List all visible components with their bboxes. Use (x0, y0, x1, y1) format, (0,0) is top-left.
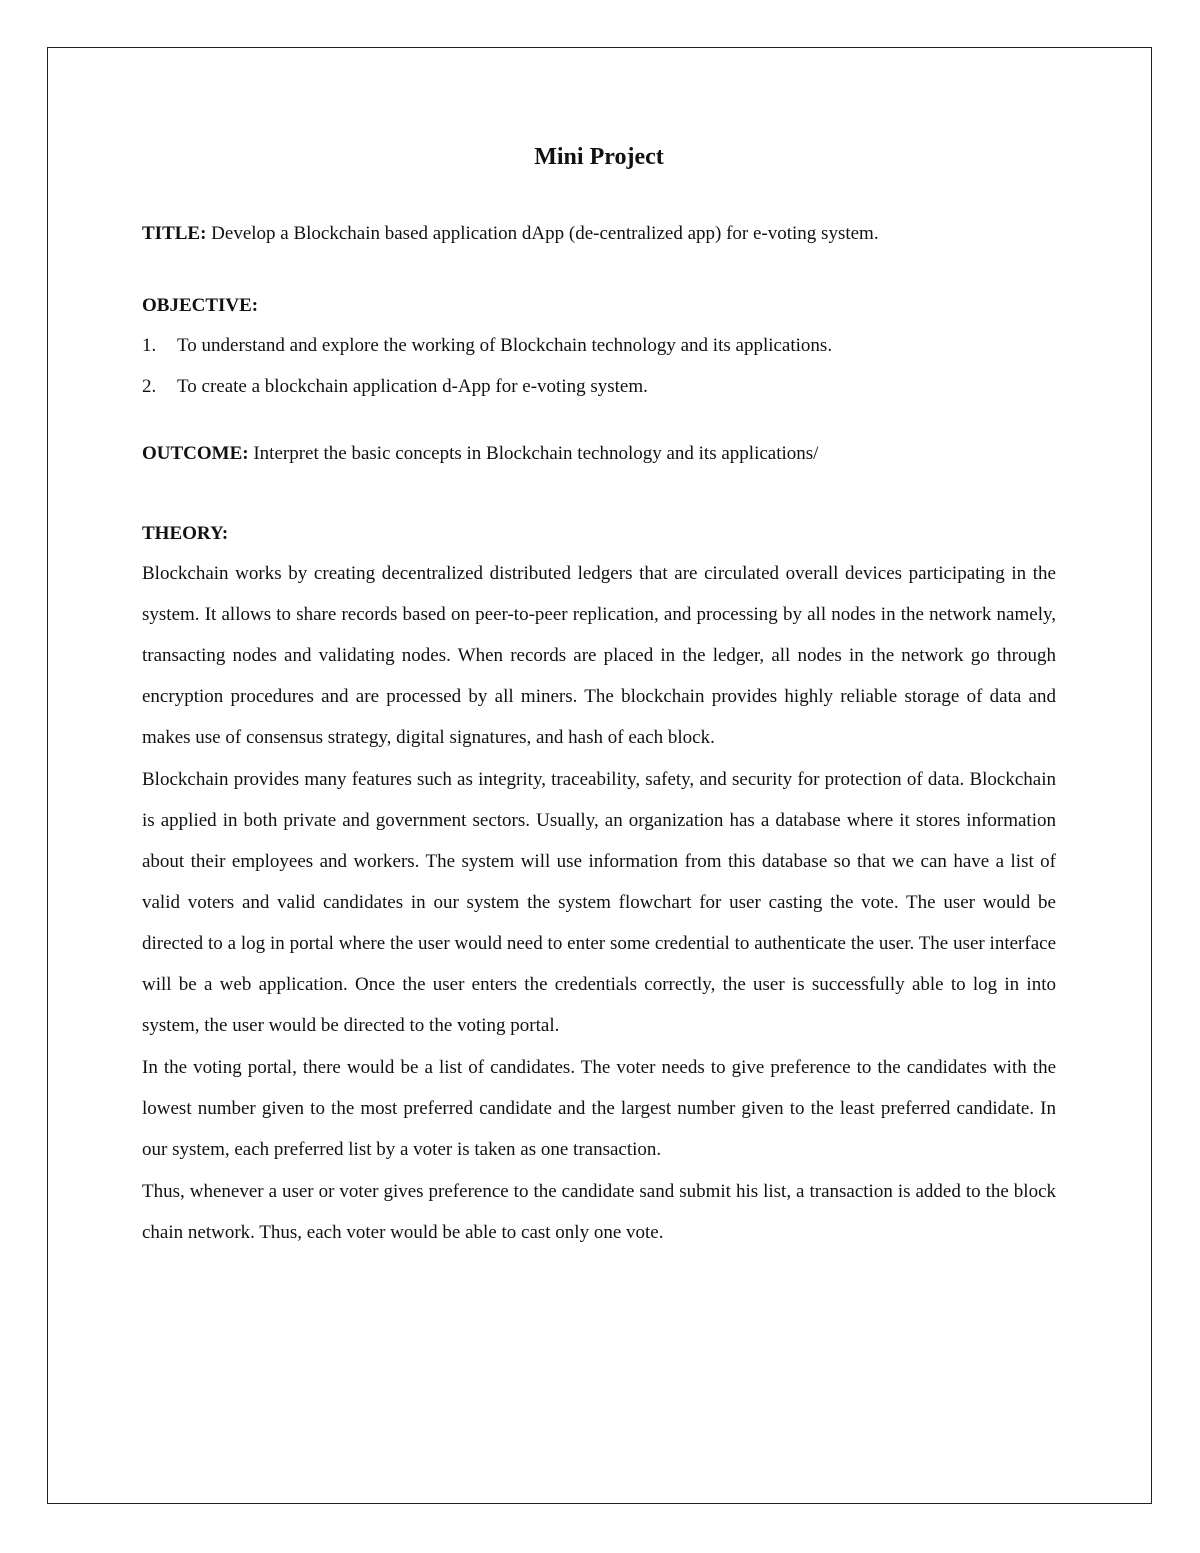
theory-paragraph: Blockchain works by creating decentralized distributed ledgers that are circulated overall devices participating in the system. It allows to share records based on peer-to-peer replication, and processing by all nodes in the network namely, transacting nodes and validating nodes. When records are placed in the ledger, all nodes in the network go through encryption procedures and are processed by all miners. The blockchain provides highly reliable storage of data and makes use of consensus strategy, digital signatures, and hash of each block. (142, 563, 1056, 748)
theory-heading: THEORY: (142, 523, 229, 544)
outcome-text: Interpret the basic concepts in Blockchain technology and its applications/ (248, 443, 819, 464)
title-line (142, 221, 1056, 247)
objective-list (142, 333, 1056, 400)
theory-paragraph: Blockchain provides many features such as integrity, traceability, safety, and security for protection of data. Blockchain is applied in both private and government sectors. Usually, an organization has a database where it stores information about their employees and workers. The system will use information from this database so that we can have a list of valid voters and valid candidates in our system the system flowchart for user casting the vote. The user would be directed to a log in portal where the user would need to enter some credential to authenticate the user. The user interface will be a web application. Once the user enters the credentials correctly, the user is successfully able to log in into system, the user would be directed to the voting portal. (142, 769, 1056, 1036)
title-label: TITLE: (142, 223, 207, 244)
outcome-label: OUTCOME: (142, 443, 249, 464)
document-heading: Mini Project (534, 144, 664, 170)
objective-number: 2. (142, 376, 157, 397)
objective-item (142, 333, 1056, 359)
title-text: Develop a Blockchain based application dApp (de-centralized app) for e-voting system. (206, 223, 879, 244)
objective-heading: OBJECTIVE: (142, 295, 259, 316)
objective-text: To create a blockchain application d-App for e-voting system. (177, 376, 648, 397)
objective-item (142, 374, 1056, 400)
theory-paragraph: In the voting portal, there would be a list of candidates. The voter needs to give preference to the candidates with the lowest number given to the most preferred candidate and the largest number given to the least preferred candidate. In our system, each preferred list by a voter is taken as one transaction. (142, 1057, 1056, 1160)
objective-number: 1. (142, 335, 157, 356)
document-body (142, 140, 1056, 1253)
theory-paragraph: Thus, whenever a user or voter gives preference to the candidate sand submit his list, a transaction is added to the block chain network. Thus, each voter would be able to cast only one vote. (142, 1181, 1056, 1243)
objective-text: To understand and explore the working of Blockchain technology and its applications. (177, 335, 833, 356)
outcome-line (142, 441, 1056, 467)
